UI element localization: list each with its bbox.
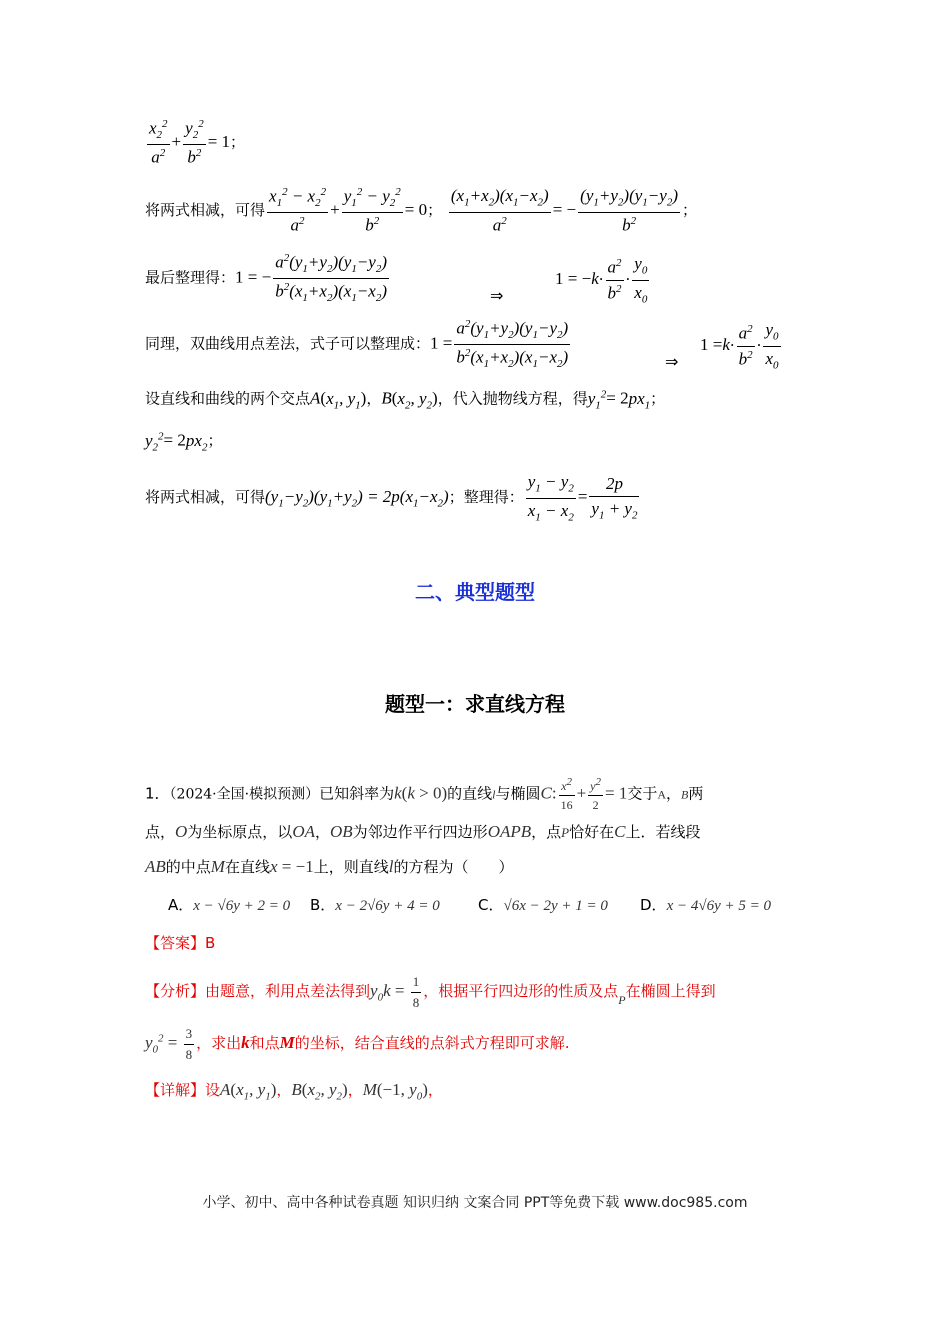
problem-text: 已知斜率为 bbox=[319, 784, 395, 803]
problem-text: 在直线 bbox=[224, 858, 270, 876]
type-title: 题型一：求直线方程 bbox=[385, 692, 565, 716]
problem-text: 的直线 bbox=[447, 784, 493, 803]
option-b[interactable]: B．x − 2√6y + 4 = 0 bbox=[310, 896, 440, 914]
analysis-label: 【分析】 bbox=[145, 982, 206, 1001]
parabola-subtract-line: 将两式相减，可得$(y_1-y_2)(y_1+y_2) = 2p(x_1-x_2)$；整理得： $\frac{y_1 - y_2}{x_1 - x_2}$ = $\frac{2p}{y_1 + y_2}$ bbox=[145, 472, 638, 523]
hyperbola-slope-result: 1 =k· $\frac{a^2}{b^2}$ · $\frac{y_0}{x_0}$ bbox=[700, 320, 779, 371]
page-footer: 小学、初中、高中各种试卷真题 知识归纳 文案合同 PPT等免费下载 www.doc985.com bbox=[202, 1195, 748, 1211]
answer-value: B bbox=[205, 934, 216, 952]
analysis-text: 由题意，利用点差法得到 bbox=[205, 982, 371, 1001]
problem-text: 上．若线段 bbox=[625, 823, 701, 841]
simplify-label: ；整理得： bbox=[448, 488, 524, 507]
detail-line: 【详解】设$A(x_1$, $y_1$)，$B(x_2$, $y_2$)，M(−1, $y_0$)， bbox=[145, 1080, 443, 1103]
ellipse-eq-point2: $\frac{x_2^2}{a^2}$ + $\frac{y_2^2}{b^2}$ = 1； bbox=[149, 118, 246, 167]
option-d[interactable]: D．x − 4√6y + 5 = 0 bbox=[640, 896, 771, 914]
parabola-line: 设直线和曲线的两个交点$A(x_1$, $y_1$)，$B(x_2$, $y_2$)，代入抛物线方程，得$y_1^2= 2px_1$； bbox=[145, 388, 666, 412]
subtract-line: 将两式相减，可得 $\frac{x_1^2 - x_2^2}{a^2}$ + $\frac{y_1^2 - y_2^2}{b^2}$ = 0； $\frac{(x_1+x_2)(x_1-x_2)}{a^2}$ = − $\frac{(y_1+y_2)(y_1-y_2)}{b^2}$ ； bbox=[145, 186, 697, 235]
problem-text: 点， bbox=[145, 823, 176, 841]
problem-text: 交于 bbox=[627, 784, 658, 803]
finally-label: 最后整理得： bbox=[145, 268, 236, 287]
answer-label: 【答案】 bbox=[145, 934, 206, 952]
parabola-line-2: $y_2^2= 2px_2$； bbox=[145, 430, 223, 454]
section-title: 二、典型题型 bbox=[415, 580, 535, 604]
subtract-label-2: 将两式相减，可得 bbox=[145, 488, 266, 507]
problem-text: 为坐标原点，以 bbox=[187, 823, 293, 841]
hyperbola-line: 同理，双曲线用点差法，式子可以整理成：1 = $\frac{a^2(y_1+y_2)(y_1-y_2)}{b^2(x_1+x_2)(x_1-x_2)}$ bbox=[145, 318, 569, 371]
option-a[interactable]: A．x − √6y + 2 = 0 bbox=[168, 896, 291, 914]
analysis-text: 的坐标，结合直线的点斜式方程即可求解. bbox=[294, 1034, 570, 1053]
problem-source: （2024·全国·模拟预测） bbox=[169, 786, 320, 803]
problem-text: 恰好在 bbox=[569, 823, 615, 841]
analysis-text: 在椭圆上得到 bbox=[625, 982, 716, 1001]
analysis-text: ，根据平行四边形的性质及点 bbox=[423, 982, 619, 1001]
analysis-text: ，求出 bbox=[196, 1034, 242, 1053]
problem-text: 两 bbox=[688, 784, 704, 803]
problem-text: 的中点 bbox=[165, 858, 211, 876]
problem-line-1: 1．（2024·全国·模拟预测）已知斜率为k(k > 0)的直线l与椭圆C: $\frac{x^2}{16}$ + $\frac{y^2}{2}$ = 1交于A，B两 bbox=[145, 776, 704, 813]
problem-number: 1． bbox=[145, 784, 170, 803]
hyperbola-label: 同理，双曲线用点差法，式子可以整理成： bbox=[145, 334, 431, 353]
answer-line bbox=[145, 934, 215, 952]
analysis-line-2: $y_0^2$ = $\frac{3}{8}$ ，求出k和点M的坐标，结合直线的点斜式方程即可求解. bbox=[145, 1026, 570, 1062]
option-c[interactable]: C．√6x − 2y + 1 = 0 bbox=[478, 896, 608, 914]
analysis-line-1: 【分析】由题意，利用点差法得到$y_0k$ = $\frac{1}{8}$ ，根据平行四边形的性质及点$_P$在椭圆上得到 bbox=[145, 974, 716, 1010]
ellipse-slope-result: 1 = −k· $\frac{a^2}{b^2}$ · $\frac{y_0}{x_0}$ bbox=[555, 254, 648, 305]
detail-label: 【详解】 bbox=[145, 1081, 206, 1099]
problem-text: 的方程为（ ） bbox=[393, 858, 514, 876]
problem-text: ，点 bbox=[531, 823, 562, 841]
subtract-label: 将两式相减，可得 bbox=[145, 201, 266, 220]
implies-arrow-2: ⇒ bbox=[665, 352, 679, 371]
problem-text: 上，则直线 bbox=[313, 858, 389, 876]
problem-line-3: AB的中点M在直线x = −1上，则直线l的方程为（ ） bbox=[145, 857, 514, 876]
implies-arrow: ⇒ bbox=[490, 286, 504, 305]
parabola-label: ，代入抛物线方程，得 bbox=[437, 389, 588, 408]
finally-line: 最后整理得：1 = − $\frac{a^2(y_1+y_2)(y_1-y_2)}{b^2(x_1+x_2)(x_1-x_2)}$ bbox=[145, 252, 388, 305]
set-points-label: 设直线和曲线的两个交点 bbox=[145, 389, 311, 408]
problem-text: 与椭圆 bbox=[495, 784, 541, 803]
problem-text: 为邻边作平行四边形 bbox=[352, 823, 488, 841]
detail-text: 设 bbox=[205, 1081, 221, 1099]
problem-line-2: 点，O为坐标原点，以OA，OB为邻边作平行四边形OAPB，点P恰好在C上．若线段 bbox=[145, 822, 701, 841]
analysis-text: 和点 bbox=[249, 1034, 280, 1053]
